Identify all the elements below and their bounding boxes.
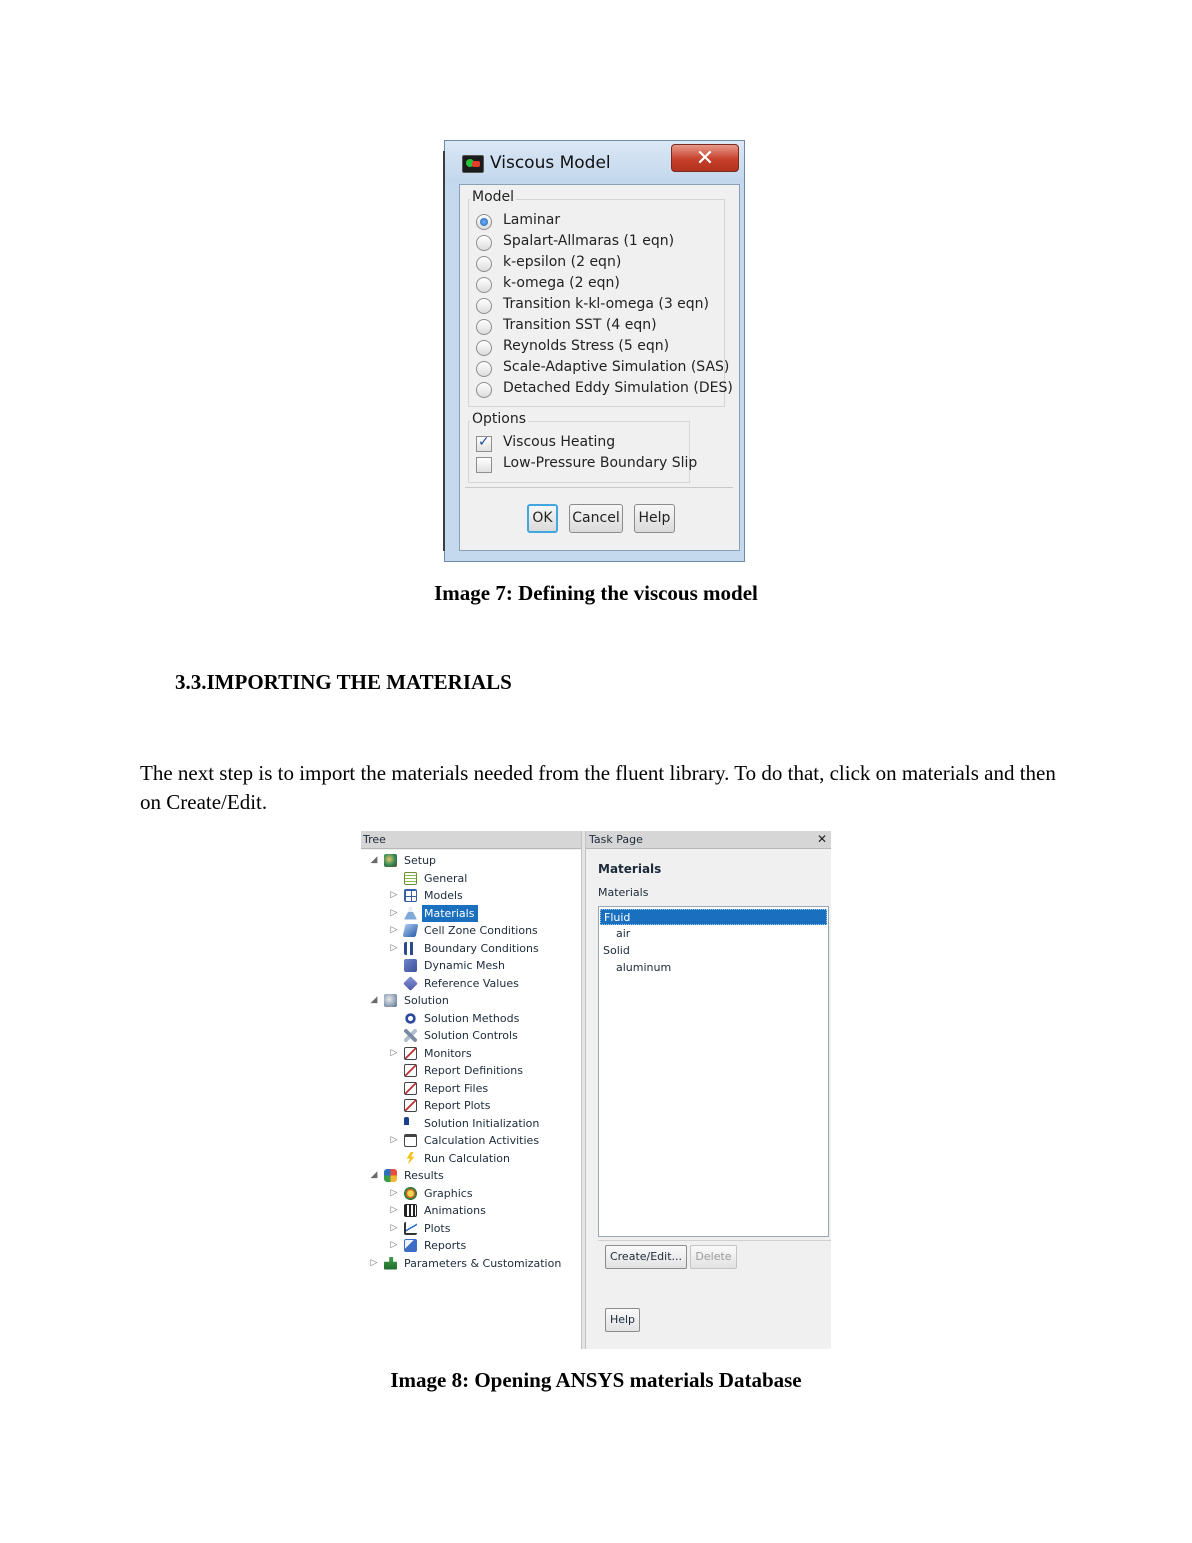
viscous-model-dialog — [444, 140, 745, 562]
material-list-item[interactable]: Solid — [603, 944, 630, 957]
tree-item[interactable] — [361, 1150, 581, 1167]
figure-caption-8: Image 8: Opening ANSYS materials Database — [390, 1368, 802, 1392]
model-option-label: Spalart-Allmaras (1 eqn) — [503, 233, 675, 249]
solution-methods-icon — [404, 1012, 417, 1025]
tree-expander-icon[interactable]: ▷ — [390, 907, 398, 918]
delete-button[interactable]: Delete — [690, 1245, 737, 1269]
tree-item-label: Solution Controls — [424, 1029, 518, 1042]
radio-button[interactable] — [476, 235, 492, 251]
tree-expander-icon[interactable]: ◢ — [370, 1170, 378, 1180]
tree-item-label: Reference Values — [424, 976, 519, 990]
materials-icon — [404, 907, 417, 920]
tree-item-label: Models — [424, 889, 463, 902]
solution-icon — [384, 994, 397, 1007]
window-edge — [443, 151, 445, 551]
dialog-title: Viscous Model — [490, 153, 611, 173]
tree-item[interactable] — [361, 870, 581, 887]
calculation-activities-icon — [404, 1134, 417, 1147]
tree-item[interactable] — [361, 1045, 581, 1062]
monitors-icon — [404, 1047, 417, 1060]
model-radio-row[interactable] — [476, 317, 726, 338]
radio-button[interactable] — [476, 319, 492, 335]
figure-caption-7: Image 7: Defining the viscous model — [434, 581, 758, 605]
task-page-title: Materials — [598, 862, 662, 876]
models-icon — [404, 889, 417, 902]
tree-expander-icon[interactable]: ▷ — [390, 890, 398, 900]
model-option-label: Reynolds Stress (5 eqn) — [503, 338, 670, 354]
body-paragraph: The next step is to import the materials needed from the fluent library. To do that, click on materials and then on Create/Edit. — [140, 761, 1056, 814]
radio-button[interactable] — [476, 298, 492, 314]
tree-item-label: Solution Methods — [424, 1011, 520, 1025]
material-list-item[interactable]: aluminum — [616, 961, 672, 974]
tree-item-label: Cell Zone Conditions — [424, 924, 538, 937]
ok-button[interactable]: OK — [527, 504, 558, 533]
tree-item-label: Solution — [404, 994, 449, 1007]
help-button[interactable]: Help — [605, 1308, 640, 1332]
close-icon[interactable]: ✕ — [816, 832, 827, 846]
fluent-app-icon — [462, 155, 484, 173]
dynamic-mesh-icon — [404, 959, 417, 972]
fluent-outline-panel — [361, 831, 831, 1349]
divider — [598, 1240, 831, 1241]
parameters-icon — [384, 1257, 397, 1270]
model-radio-row[interactable] — [476, 233, 726, 254]
tree-item-label: Reports — [424, 1239, 467, 1252]
tree-item[interactable] — [361, 957, 581, 974]
tree-item-label: Boundary Conditions — [424, 941, 539, 955]
tree-item-label: Dynamic Mesh — [424, 959, 505, 972]
tree-expander-icon[interactable]: ▷ — [390, 1240, 398, 1250]
general-icon — [404, 872, 417, 885]
materials-list-label: Materials — [598, 886, 649, 899]
model-option-label: Transition SST (4 eqn) — [503, 317, 657, 333]
dialog-titlebar — [445, 141, 744, 183]
checkbox[interactable] — [476, 457, 492, 473]
report-definitions-icon — [404, 1064, 417, 1077]
tree-expander-icon[interactable]: ▷ — [390, 1135, 398, 1145]
report-plots-icon — [404, 1099, 417, 1112]
tree-item[interactable] — [361, 1202, 581, 1219]
radio-button[interactable] — [476, 382, 492, 398]
radio-button[interactable] — [476, 361, 492, 377]
material-list-item[interactable]: air — [616, 927, 631, 940]
tree-item-label: Monitors — [424, 1046, 472, 1060]
tree-item-label: Report Plots — [424, 1099, 491, 1112]
tree-item-label: Plots — [424, 1221, 451, 1235]
solution-controls-icon — [404, 1029, 417, 1042]
tree-item[interactable] — [361, 905, 581, 922]
tree-expander-icon[interactable]: ▷ — [390, 925, 398, 935]
tree-item[interactable] — [361, 1255, 581, 1272]
tree-item-label: Animations — [424, 1204, 486, 1217]
create-edit-button[interactable]: Create/Edit... — [605, 1245, 687, 1269]
task-page-header-label: Task Page — [589, 833, 643, 846]
section-heading: 3.3.IMPORTING THE MATERIALS — [175, 670, 512, 694]
model-radio-row[interactable] — [476, 212, 726, 233]
cell-zone-icon — [403, 924, 419, 937]
radio-button[interactable] — [476, 214, 492, 230]
results-icon — [384, 1169, 397, 1182]
option-checkbox-row[interactable] — [476, 434, 686, 455]
tree-item[interactable] — [361, 975, 581, 992]
tree-item-label: Calculation Activities — [424, 1134, 540, 1147]
tree-item-label: Setup — [404, 854, 437, 867]
task-page-header — [586, 831, 831, 849]
reference-values-icon — [403, 976, 418, 991]
tree-item[interactable] — [361, 992, 581, 1009]
tree-item[interactable] — [361, 1132, 581, 1149]
divider — [465, 487, 733, 488]
dialog-body — [459, 184, 740, 551]
tree-expander-icon[interactable]: ▷ — [370, 1257, 378, 1268]
run-calculation-icon — [404, 1152, 417, 1165]
tree-item[interactable] — [361, 1237, 581, 1254]
options-group-label: Options — [472, 411, 527, 427]
option-checkbox-row[interactable] — [476, 455, 698, 476]
tree-header: Tree — [361, 831, 581, 849]
tree-item-label: Graphics — [424, 1186, 473, 1200]
model-radio-row[interactable] — [476, 296, 726, 317]
radio-button[interactable] — [476, 277, 492, 293]
radio-button[interactable] — [476, 340, 492, 356]
tree-item[interactable] — [361, 1080, 581, 1097]
tree-item[interactable] — [361, 887, 581, 904]
tree-item[interactable] — [361, 1115, 581, 1132]
model-option-label: Scale-Adaptive Simulation (SAS) — [503, 359, 730, 375]
materials-list[interactable] — [598, 906, 829, 1237]
solution-initialization-icon — [404, 1117, 409, 1130]
material-list-item[interactable]: Fluid — [600, 909, 827, 925]
tree-item[interactable] — [361, 1220, 581, 1237]
tree-item-label: Solution Initialization — [424, 1116, 540, 1130]
tree-item[interactable] — [361, 852, 581, 869]
cancel-button[interactable]: Cancel — [569, 504, 623, 533]
tree-item[interactable] — [361, 1027, 581, 1044]
checkbox[interactable] — [476, 436, 492, 452]
boundary-icon — [404, 942, 417, 955]
model-option-label: k-epsilon (2 eqn) — [503, 254, 622, 270]
radio-button[interactable] — [476, 256, 492, 272]
model-radio-row[interactable] — [476, 275, 726, 296]
plots-icon — [404, 1222, 417, 1235]
tree-item[interactable] — [361, 1010, 581, 1027]
tree-item-label: Run Calculation — [424, 1151, 510, 1165]
model-option-label: Laminar — [503, 212, 561, 228]
tree-expander-icon[interactable]: ◢ — [370, 855, 378, 865]
tree-expander-icon[interactable]: ▷ — [390, 1222, 398, 1233]
tree-item[interactable] — [361, 1097, 581, 1114]
tree-item[interactable] — [361, 940, 581, 957]
model-group-label: Model — [472, 189, 515, 205]
tree-expander-icon[interactable]: ▷ — [390, 1047, 398, 1058]
option-label: Viscous Heating — [503, 434, 616, 450]
close-icon: ✕ — [695, 146, 715, 171]
tree-item[interactable] — [361, 1167, 581, 1184]
tree-item[interactable] — [361, 1185, 581, 1202]
model-radio-row[interactable] — [476, 338, 726, 359]
tree-expander-icon[interactable]: ◢ — [370, 995, 378, 1005]
model-option-label: Transition k-kl-omega (3 eqn) — [503, 296, 710, 312]
model-option-label: k-omega (2 eqn) — [503, 275, 620, 291]
help-button[interactable]: Help — [634, 504, 675, 533]
tree-expander-icon[interactable]: ▷ — [390, 1205, 398, 1215]
tree-expander-icon[interactable]: ▷ — [390, 942, 398, 953]
tree-pane — [361, 850, 582, 1349]
tree-item-label: Report Files — [424, 1081, 489, 1095]
model-radio-row[interactable] — [476, 254, 726, 275]
tree-item[interactable] — [361, 922, 581, 939]
close-button[interactable] — [671, 144, 739, 172]
animations-icon — [404, 1204, 417, 1217]
tree-expander-icon[interactable]: ▷ — [390, 1187, 398, 1198]
option-label: Low-Pressure Boundary Slip — [503, 455, 698, 471]
pane-splitter[interactable] — [581, 831, 586, 1349]
tree-item-label: Report Definitions — [424, 1064, 523, 1077]
report-files-icon — [404, 1082, 417, 1095]
reports-icon — [404, 1239, 417, 1252]
tree-item[interactable] — [361, 1062, 581, 1079]
setup-icon — [384, 854, 397, 867]
graphics-icon — [404, 1187, 417, 1200]
tree-item-label: Parameters & Customization — [404, 1256, 562, 1270]
tree-item-label: Results — [404, 1169, 444, 1182]
model-radio-row[interactable] — [476, 380, 733, 401]
model-radio-row[interactable] — [476, 359, 730, 380]
model-option-label: Detached Eddy Simulation (DES) — [503, 380, 733, 396]
tree-item-label: General — [424, 871, 468, 885]
tree-item-label: Materials — [422, 905, 478, 922]
